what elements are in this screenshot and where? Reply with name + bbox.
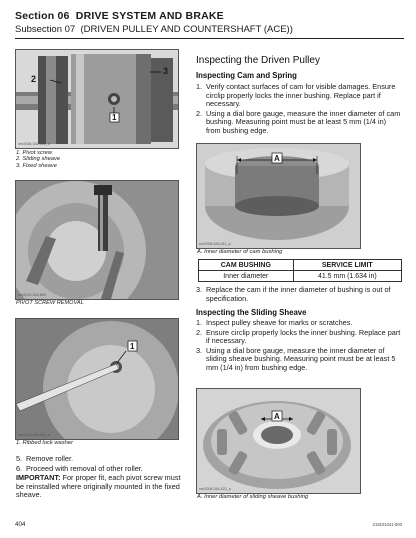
figure-4-caption: A. Inner diameter of cam bushing	[197, 249, 283, 255]
step-item: 5. Remove roller.	[16, 454, 74, 463]
document-code: 219101041-003	[372, 522, 402, 527]
callout-1: 1	[130, 342, 135, 351]
page-number: 404	[15, 521, 26, 528]
figure-cam-bushing	[196, 143, 361, 249]
cam-steps	[196, 83, 402, 137]
section-label: Section 06	[15, 10, 70, 22]
legend-item: 2. Sliding sheave	[16, 156, 61, 163]
figure-ref: rmr2012-044-800	[18, 293, 46, 297]
section-heading	[15, 10, 224, 22]
figure-ref: rmr2008-044-022_a	[199, 487, 231, 491]
inspecting-driven-pulley-heading: Inspecting the Driven Pulley	[196, 55, 320, 66]
callout-a: A	[274, 412, 280, 421]
table-header-row	[199, 260, 402, 271]
subsection-heading	[15, 24, 293, 35]
step-item: 1. Verify contact surfaces of cam for visible damages. Ensure circlip properly locks the inner bushing. Replace part if necessary.	[196, 82, 396, 109]
figure-1-legend	[16, 150, 60, 169]
step-item: 2. Ensure circlip properly locks the inner bushing. Replace part if necessary.	[196, 327, 401, 346]
pivot-screw-removal-illustration	[16, 181, 178, 299]
step-item: 1. Inspect pulley sheave for marks or scratches.	[196, 318, 353, 327]
left-steps	[16, 455, 181, 500]
cam-bushing-spec-table	[198, 259, 402, 282]
step-item: 6. Proceed with removal of other roller.	[16, 463, 143, 473]
legend-item: 1. Pivot screw	[16, 150, 53, 156]
step-item: 3. Replace the cam if the inner diameter of bushing is out of specification.	[196, 285, 391, 303]
callout-a: A	[274, 154, 280, 163]
figure-ref: rmr2008-042-100_a	[18, 142, 50, 146]
sliding-sheave-heading: Inspecting the Sliding Sheave	[196, 308, 307, 317]
figure-5-caption: A. Inner diameter of sliding sheave bushing	[197, 494, 309, 500]
figure-sliding-sheave-bushing	[196, 388, 361, 494]
figure-2-caption: PIVOT SCREW REMOVAL	[16, 300, 84, 306]
legend-item: 3. Fixed sheave	[16, 162, 57, 169]
table-row	[199, 271, 402, 282]
figure-pulley-assembly	[15, 49, 179, 149]
figure-ref: rmr2012-045-004_a	[18, 433, 50, 437]
figure-3-legend	[16, 440, 73, 446]
header-rule	[15, 38, 404, 39]
sliding-sheave-illustration	[197, 389, 360, 493]
important-label: IMPORTANT:	[16, 473, 61, 483]
subsection-label: Subsection 07	[15, 24, 76, 35]
pulley-assembly-illustration	[16, 50, 178, 148]
callout-1: 1	[112, 113, 117, 122]
table-header: CAM BUSHING	[199, 260, 294, 271]
ribbed-lock-washer-illustration	[16, 319, 178, 439]
step-item: 2. Using a dial bore gauge, measure the inner diameter of cam bushing. Measuring point must be at least 5 mm (1/4 in) from bushing edge.	[196, 108, 401, 135]
legend-item: 1. Ribbed lock washer	[16, 440, 74, 446]
sheave-steps	[196, 319, 402, 374]
cam-step-3	[196, 286, 402, 304]
subsection-title: (DRIVEN PULLEY AND COUNTERSHAFT (ACE))	[80, 24, 293, 35]
table-cell: Inner diameter	[199, 271, 294, 282]
section-title: DRIVE SYSTEM AND BRAKE	[75, 10, 224, 22]
callout-3: 3	[163, 66, 169, 76]
figure-ref: rmr2008-044-011_a	[199, 242, 231, 246]
table-cell: 41.5 mm (1.634 in)	[293, 271, 401, 282]
table-header: SERVICE LIMIT	[293, 260, 401, 271]
figure-ribbed-lock-washer	[15, 318, 179, 440]
cam-spring-heading: Inspecting Cam and Spring	[196, 71, 297, 80]
step-item: 3. Using a dial bore gauge, measure the inner diameter of sliding sheave bushing. Measuring point must be at least 5 mm (1/4 in) from bushing edge.	[196, 345, 396, 372]
important-note	[16, 474, 181, 500]
callout-2: 2	[31, 74, 37, 84]
important-text: For proper fit, each pivot screw must be reinstalled where originally mounted in the fixed sheave.	[16, 473, 181, 500]
figure-pivot-screw-removal	[15, 180, 179, 300]
